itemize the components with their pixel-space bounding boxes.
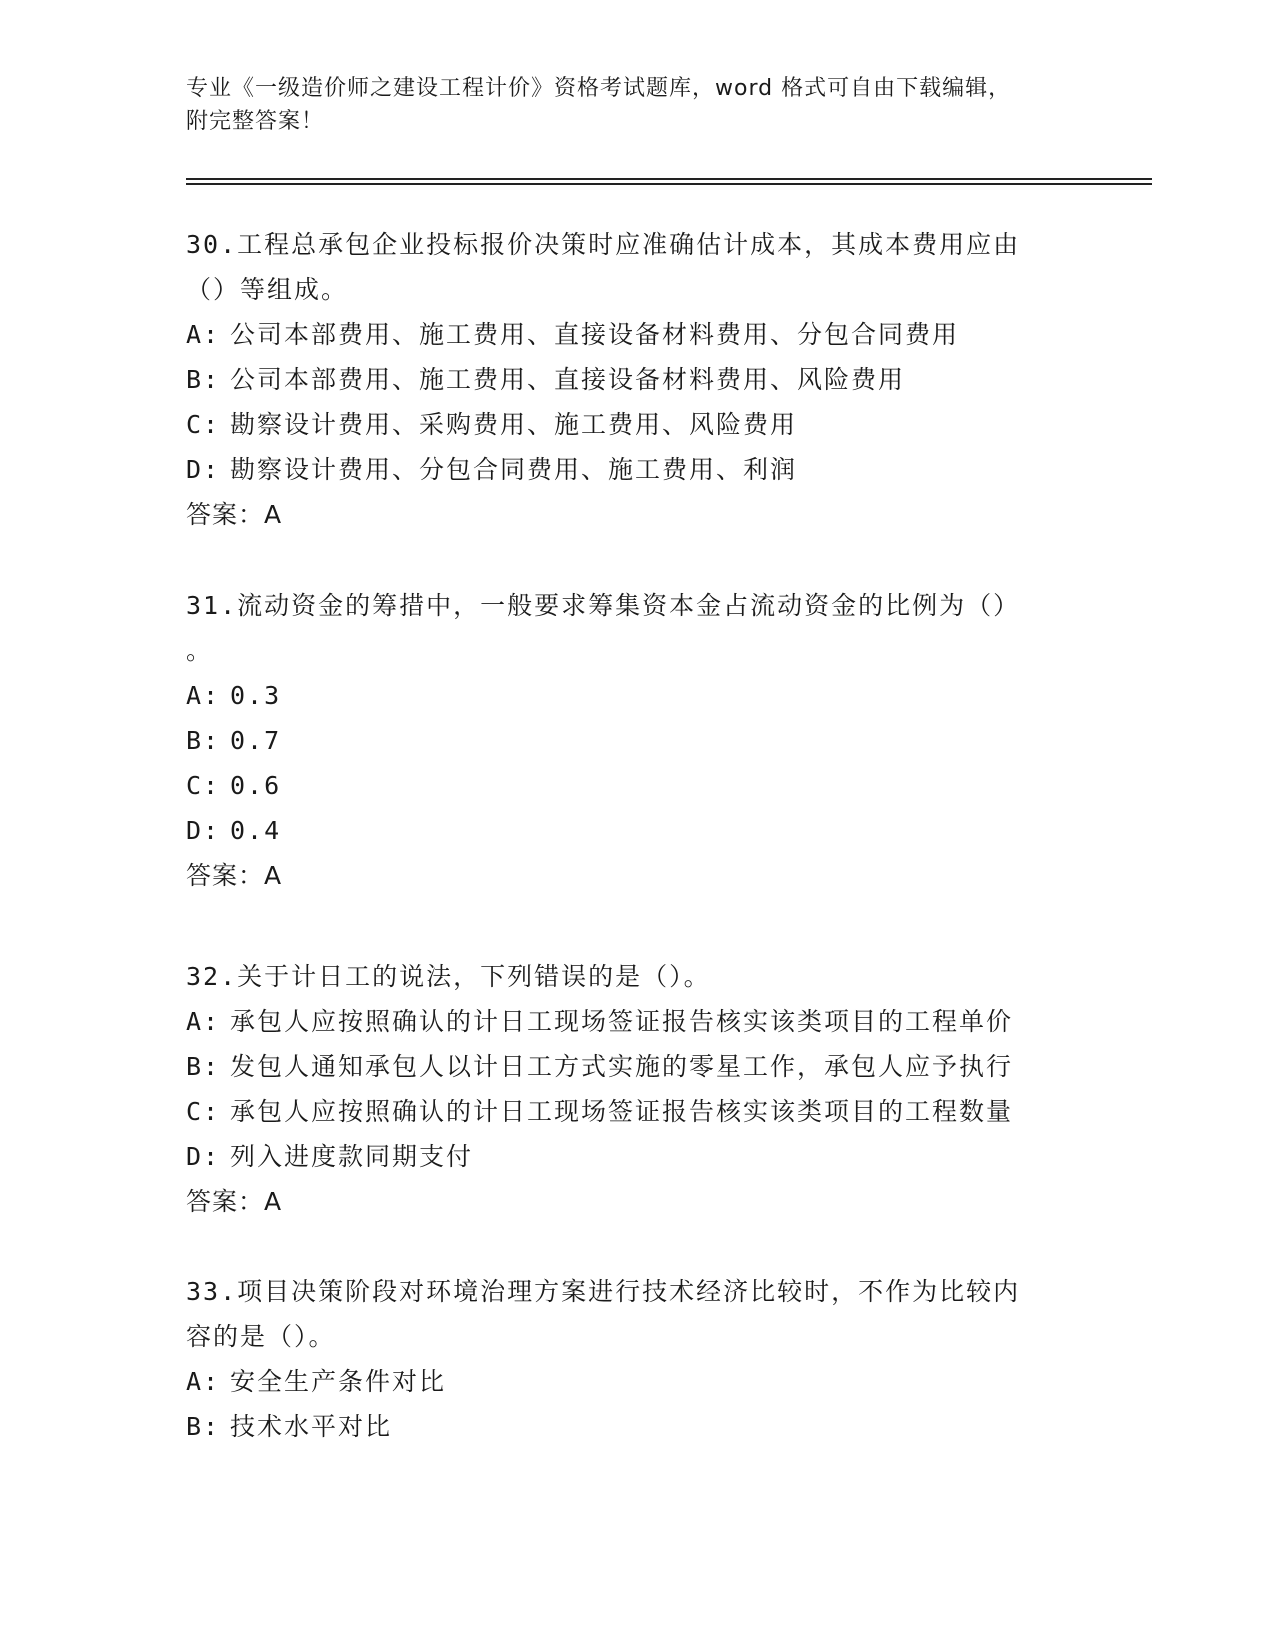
option-letter: B: [186,1412,221,1441]
option-letter: C: [186,410,221,439]
option-text: 0.4 [230,816,282,845]
question-text-line: （）等组成。 [186,275,349,304]
option-letter: A: [186,1367,221,1396]
question-32 [186,954,1086,1224]
option-text: 0.7 [230,726,282,755]
option-text: 技术水平对比 [230,1412,393,1441]
option-a [186,999,1086,1044]
option-letter: A: [186,681,221,710]
option-a [186,312,1086,357]
option-text: 勘察设计费用、采购费用、施工费用、风险费用 [230,410,798,439]
answer-line: 答案：A [186,861,283,890]
option-text: 发包人通知承包人以计日工方式实施的零星工作，承包人应予执行 [230,1052,1014,1081]
option-letter: A: [186,320,221,349]
option-letter: B: [186,1052,221,1081]
header-line-2: 附完整答案！ [186,109,325,134]
question-31 [186,583,1086,898]
option-letter: C: [186,1097,221,1126]
question-text-line: 容的是（）。 [186,1322,336,1351]
option-text: 0.3 [230,681,282,710]
option-text: 承包人应按照确认的计日工现场签证报告核实该类项目的工程单价 [230,1007,1014,1036]
answer-line: 答案：A [186,1187,283,1216]
option-letter: D: [186,455,221,484]
option-d [186,808,1086,853]
option-letter: D: [186,816,221,845]
option-letter: C: [186,771,221,800]
question-text-line: 31.流动资金的筹措中，一般要求筹集资本金占流动资金的比例为（） [186,591,1021,620]
document-header [186,72,1086,138]
option-text: 列入进度款同期支付 [230,1142,474,1171]
option-a [186,1359,1086,1404]
question-33 [186,1269,1086,1449]
option-letter: B: [186,365,221,394]
option-b [186,1404,1086,1449]
option-b [186,357,1086,402]
question-text-line: 33.项目决策阶段对环境治理方案进行技术经济比较时，不作为比较内 [186,1277,1021,1306]
option-text: 安全生产条件对比 [230,1367,447,1396]
header-divider-top [186,178,1152,180]
option-text: 0.6 [230,771,282,800]
option-b [186,718,1086,763]
option-text: 承包人应按照确认的计日工现场签证报告核实该类项目的工程数量 [230,1097,1014,1126]
question-text-line: 。 [186,636,214,665]
option-letter: A: [186,1007,221,1036]
option-d [186,447,1086,492]
option-c [186,402,1086,447]
option-c [186,763,1086,808]
header-line-1: 专业《一级造价师之建设工程计价》资格考试题库，word 格式可自由下载编辑， [186,76,1012,101]
option-b [186,1044,1086,1089]
header-divider-bottom [186,183,1152,185]
option-a [186,673,1086,718]
answer-line: 答案：A [186,500,283,529]
question-30 [186,222,1086,537]
option-c [186,1089,1086,1134]
question-text-line: 30.工程总承包企业投标报价决策时应准确估计成本，其成本费用应由 [186,230,1021,259]
question-text-line: 32.关于计日工的说法，下列错误的是（）。 [186,962,711,991]
option-text: 公司本部费用、施工费用、直接设备材料费用、风险费用 [230,365,906,394]
option-letter: D: [186,1142,221,1171]
option-text: 公司本部费用、施工费用、直接设备材料费用、分包合同费用 [230,320,960,349]
option-text: 勘察设计费用、分包合同费用、施工费用、利润 [230,455,798,484]
option-d [186,1134,1086,1179]
option-letter: B: [186,726,221,755]
